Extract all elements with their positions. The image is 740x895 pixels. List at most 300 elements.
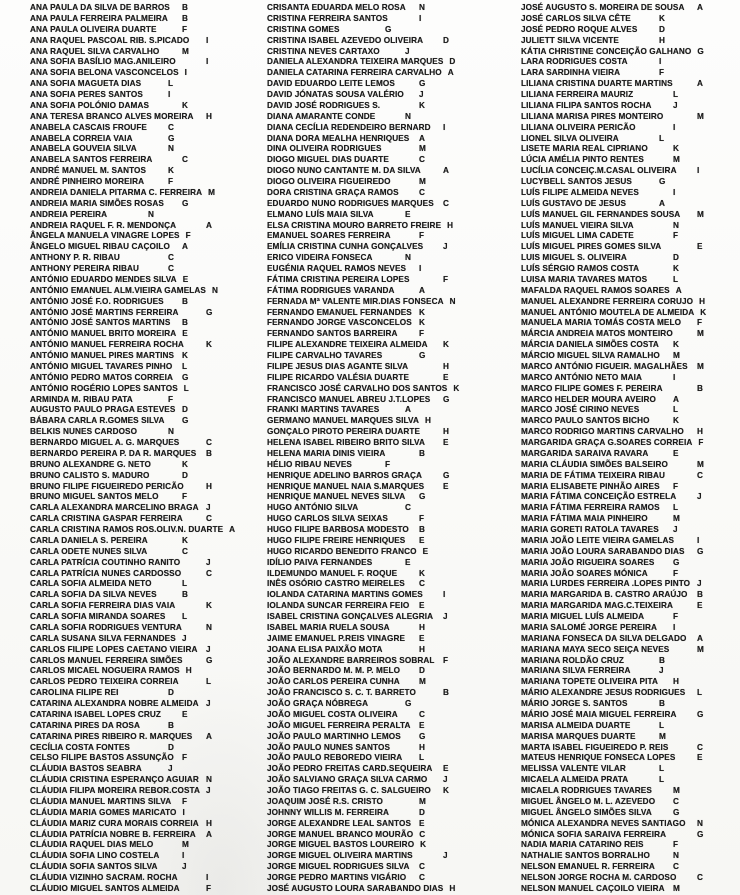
person-name: CARLA SOFIA ALMEIDA NETO [30,579,152,589]
grade-letter: N [405,253,412,263]
person-name: CARLA ALEXANDRA MARCELINO BRAGA [30,503,199,513]
grade-letter: E [422,546,429,556]
grade-letter: A [697,3,704,12]
person-name: LILIANA OLIVEIRA PERICÃO [521,122,636,132]
list-item [267,123,494,134]
grade-letter: E [182,329,188,339]
list-item [30,384,248,395]
list-item [30,155,248,166]
grade-letter: B [697,590,704,600]
person-name: LUÍS SÉRGIO RAMOS COSTA [521,264,640,273]
person-name: DIOGO NUNO CANTANTE M. DA SILVA [267,166,421,176]
person-name: ISABEL MARIA RUELA SOUSA [267,622,390,632]
list-item [30,601,248,612]
person-name: CATARINA ALEXANDRA NOBRE ALMEIDA [30,699,199,708]
person-name: MARIANA TOPETE OLIVEIRA PITA [521,677,658,687]
person-name: MARIANA SILVA FERREIRA [521,666,631,676]
grade-letter: N [673,851,680,861]
list-item [267,840,494,851]
list-item [30,101,248,112]
person-name: CLÁUDIA SOFIA SANTOS SILVA [30,862,158,872]
grade-letter: L [673,503,679,513]
grade-letter: L [183,383,189,393]
list-item [267,101,494,112]
list-item [30,862,248,873]
list-item [521,14,740,25]
list-item [267,188,494,199]
list-item [30,253,248,264]
grade-letter: E [697,753,703,763]
person-name: MARCO FILIPE GOMES F. PEREIRA [521,383,663,393]
list-item [267,57,494,68]
list-item [267,492,494,503]
grade-letter: K [659,13,666,23]
grade-letter: M [697,644,704,654]
grade-letter: J [659,666,664,676]
grade-letter: K [168,166,175,176]
grade-letter: K [206,340,213,350]
person-name: KÁTIA CHRISTINE CONCEIÇÃO GALHANO [521,46,692,56]
person-name: ANA PAULA FERREIRA PALMEIRA [30,13,168,23]
list-item [521,819,740,830]
list-item [267,590,494,601]
list-item [521,101,740,112]
list-item [30,753,248,764]
grade-letter: F [419,329,425,339]
person-name: CLÁUDIO MIGUEL SANTOS ALMEIDA [30,883,180,893]
list-item [521,36,740,47]
list-item [267,308,494,319]
person-name: JOSÉ PEDRO ROQUE ALVES [521,24,638,34]
person-name: ANTÓNIO ROGÉRIO LOPES SANTOS [30,383,178,393]
grade-letter: F [182,492,188,502]
person-name: CLÁUDIA CRISTINA ESPERANÇO AGUIAR [30,775,199,785]
list-item [30,90,248,101]
list-item [521,362,740,373]
person-name: CARLOS PEDRO TEIXEIRA CORREIA [30,677,179,687]
person-name: IDÍLIO PAIVA FERNANDES [267,557,373,567]
person-name: DIOGO OLIVEIRA FIGUEIREDO [267,177,391,186]
list-item [267,286,494,297]
person-name: HELENA MARIA DINIS VIEIRA [267,448,386,458]
grade-letter: H [447,220,454,230]
person-name: MELISSA VALENTE VILAR [521,764,626,774]
grade-letter: G [206,307,213,317]
grade-letter: I [443,122,446,132]
person-name: LUÍS GUSTAVO DE JESUS [521,198,627,208]
grade-letter: H [443,361,450,371]
person-name: MARIA ELISABETE PINHÃO AIRES [521,481,660,491]
person-name: JOÃO MIGUEL COSTA OLIVEIRA [267,709,398,719]
list-item [267,210,494,221]
list-item [267,677,494,688]
grade-letter: C [182,155,189,165]
person-name: DIANA AMARANTE CONDE [267,111,376,121]
grade-letter: E [419,818,425,828]
person-name: CARLA PATRÍCIA NUNES CARDOSSO [30,568,182,578]
grade-letter: G [206,655,213,665]
grade-letter: N [673,220,680,230]
grade-letter: D [182,405,189,415]
list-item [30,797,248,808]
grade-letter: K [420,840,427,850]
person-name: ANTÓNIO PEDRO MATOS CORREIA [30,372,173,382]
person-name: HUGO RICARDO BENEDITO FRANCO [267,546,417,556]
grade-letter: C [419,862,426,872]
grade-letter: A [697,633,704,643]
grade-letter: B [182,3,189,12]
person-name: JOANA ELISA PAIXÃO MOTA [267,644,383,654]
grade-letter: M [419,796,426,806]
list-item [521,47,740,58]
person-name: LILIANA FERREIRA MAURIZ [521,90,634,99]
list-item [30,351,248,362]
list-item [521,764,740,775]
grade-letter: E [419,601,425,611]
person-name: CATARINA PIRES RIBEIRO R. MARQUES [30,731,193,741]
list-item [267,199,494,210]
grade-letter: M [697,329,704,339]
list-item [521,514,740,525]
grade-letter: D [419,807,426,817]
person-name: LUÍS FILIPE ALMEIDA NEVES [521,187,639,197]
person-name: MÁRCIA ANDREIA MATOS MONTEIRO [521,329,673,339]
grade-letter: L [659,720,665,730]
grade-letter: F [182,796,188,806]
grade-letter: F [443,655,449,665]
person-name: MARIANA ROLDÃO CRUZ [521,655,625,665]
person-name: EUGÉNIA RAQUEL RAMOS NEVES [267,264,407,273]
name-list-column-2 [248,3,494,895]
person-name: IOLANDA CATARINA MARTINS GOMES [267,590,423,600]
person-name: BRUNO ALEXANDRE G. NETO [30,459,152,469]
list-item [267,155,494,166]
list-item [267,623,494,634]
grade-letter: M [659,731,666,741]
list-item [521,873,740,884]
grade-letter: M [697,361,704,371]
grade-letter: G [697,546,704,556]
list-item [521,25,740,36]
grade-letter: D [673,253,680,263]
list-item [30,830,248,841]
grade-letter: J [697,492,702,502]
grade-letter: B [419,525,426,534]
person-name: BERNARDO PEREIRA P. DA R. MARQUES [30,448,197,458]
list-item [30,569,248,580]
list-item [30,134,248,145]
person-name: MARIA FÁTIMA MAIA PINHEIRO [521,514,648,524]
grade-letter: I [443,590,446,600]
list-item [30,503,248,514]
person-name: ANA SOFIA PERES SANTOS [30,90,143,99]
grade-letter: H [419,644,426,654]
list-item [267,482,494,493]
grade-letter: C [405,503,412,513]
grade-letter: F [673,481,679,491]
list-item [267,634,494,645]
person-name: CRISTINA GOMES [267,24,340,34]
person-name: FÁTIMA CRISTINA PEREIRA LOPES [267,274,410,284]
list-item [521,199,740,210]
list-item [30,449,248,460]
list-item [521,482,740,493]
person-name: JOÃO MIGUEL FERREIRA PERALTA [267,720,411,730]
person-name: JOÃO BERNARDO M. M. P. MELO [267,666,401,676]
person-name: MARCO JOSÉ CIRINO NEVES [521,405,640,415]
person-name: CLÁUDIA SOFIA LINO COSTELA [30,851,160,861]
person-name: FILIPE RICARDO VALÉSIA DUARTE [267,372,410,382]
person-name: MARCO HELDER MOURA AVEIRO [521,394,657,404]
grade-letter: F [698,438,704,447]
list-item [267,297,494,308]
grade-letter: E [443,764,449,774]
person-name: MARIA SALOMÉ JORGE PEREIRA [521,622,658,632]
list-item [30,514,248,525]
list-item [521,460,740,471]
grade-letter: E [443,481,449,491]
grade-letter: L [659,764,665,774]
list-item [521,416,740,427]
list-item [30,123,248,134]
list-item [30,112,248,123]
grade-letter: N [449,296,456,306]
person-name: CLÁUDIA BASTOS SEABRA [30,764,142,774]
list-item [267,405,494,416]
list-item [521,753,740,764]
grade-letter: C [697,742,704,752]
list-item [521,286,740,297]
list-item [30,525,248,536]
list-item [521,688,740,699]
list-item [267,329,494,340]
person-name: MARIA DE FÁTIMA TEIXEIRA RIBAU [521,470,666,480]
grade-letter: L [659,775,665,785]
grade-letter: M [673,155,680,165]
list-item [521,166,740,177]
list-item [30,590,248,601]
list-item [30,188,248,199]
grade-letter: G [697,46,704,56]
person-name: BERNARDO MIGUEL A. G. MARQUES [30,438,180,447]
person-name: ISABEL CRISTINA GONÇALVES ALEGRIA [267,612,434,621]
list-item [267,862,494,873]
grade-letter: I [673,372,676,382]
grade-letter: I [673,187,676,197]
list-item [267,318,494,329]
person-name: MÁRIO JOSÉ MAIA MIGUEL FERREIRA [521,709,677,719]
person-name: CARLA DANIELA S. PEREIRA [30,535,148,545]
person-name: DANIELA CATARINA FERREIRA CARVALHO [267,68,442,78]
person-name: ANA SOFIA POLÓNIO DAMAS [30,100,150,110]
person-name: MARGARIDA SARAIVA RAVARA [521,448,649,458]
person-name: MÁRIO JORGE S. SANTOS [521,699,628,708]
person-name: JOÃO FRANCISCO S. C. T. BARRETO [267,688,416,698]
grade-letter: K [419,100,426,110]
list-item [521,449,740,460]
person-name: CARLA CRISTINA GASPAR FERREIRA [30,514,183,524]
list-item [267,3,494,14]
person-name: NADIA MARIA CATARINO REIS [521,840,644,850]
list-item [521,318,740,329]
grade-letter: E [443,372,449,382]
list-item [267,536,494,547]
list-item [267,710,494,721]
list-item [521,68,740,79]
grade-letter: I [697,535,700,545]
grade-letter: F [182,24,188,34]
person-name: MARCO ANTÓNIO NETO MAIA [521,372,643,382]
person-name: JOSÉ CARLOS SILVA CÊTE [521,13,631,23]
grade-letter: H [699,296,706,306]
list-item [30,808,248,819]
list-item [30,362,248,373]
list-item [30,743,248,754]
person-name: CLÁUDIA MARIZ CURA MORAIS CORREIA [30,818,199,828]
person-name: MARIA CLÁUDIA SIMÕES BALSEIRO [521,459,668,469]
person-name: LUIS MIGUEL S. OLIVEIRA [521,253,627,263]
grade-letter: E [697,601,703,611]
person-name: JOÃO SALVIANO GRAÇA SILVA CARMO [267,775,428,785]
person-name: MARIANA FONSECA DA SILVA DELGADO [521,633,687,643]
person-name: MARIA JOÃO LEITE VIEIRA GAMELAS [521,535,675,545]
list-item [30,677,248,688]
grade-letter: A [206,829,213,839]
grade-letter: E [419,535,425,545]
grade-letter: C [168,264,175,273]
list-item [521,645,740,656]
list-item [267,362,494,373]
list-item [521,666,740,677]
grade-letter: K [206,601,213,611]
grade-letter: J [419,90,424,99]
grade-letter: B [659,699,666,708]
list-item [30,340,248,351]
list-item [267,416,494,427]
person-name: JORGE MANUEL BRANCO MOURÃO [267,829,414,839]
person-name: CARLA SOFIA FERREIRA DIAS VAIA [30,601,176,611]
person-name: ERICO VIDEIRA FONSECA [267,253,373,263]
grade-letter: C [673,862,680,872]
grade-letter: H [659,35,666,45]
person-name: ANA TERESA BRANCO ALVES MOREIRA [30,111,194,121]
list-item [30,264,248,275]
list-item [521,536,740,547]
person-name: CRISTINA FERREIRA SANTOS [267,13,388,23]
list-item [30,221,248,232]
person-name: ANA PAULA OLIVEIRA DUARTE [30,24,157,34]
person-name: ANTÓNIO JOSÉ SANTOS MARTINS [30,318,171,328]
list-item [521,123,740,134]
person-name: LUISA MARIA TAVARES MATOS [521,274,648,284]
person-name: LARA SARDINHA VIEIRA [521,68,621,78]
person-name: CLÁUDIA MARIA GOMES MARICATO [30,807,177,817]
person-name: MANUEL ALEXANDRE FERREIRA CORUJO [521,296,694,306]
list-item [30,482,248,493]
list-item [521,840,740,851]
grade-letter: H [443,427,450,437]
grade-letter: C [206,514,213,524]
grade-letter: J [405,46,410,56]
list-item [30,579,248,590]
list-item [521,308,740,319]
list-item [521,405,740,416]
person-name: FILIPE CARVALHO TAVARES [267,351,383,360]
person-name: HUGO FILIPE BARBOSA MODESTO [267,525,409,534]
person-name: ARMINDA M. RIBAU PATA [30,394,133,404]
person-name: CARLA SOFIA DA SILVA NEVES [30,590,157,600]
person-name: ANA SOFIA MAGUETA DIAS [30,79,142,89]
grade-letter: G [405,699,412,708]
grade-letter: G [443,470,450,480]
person-name: MICAELA RODRIGUES TAVARES [521,786,652,795]
list-item [521,656,740,667]
list-item [521,395,740,406]
list-item [30,721,248,732]
list-item [267,90,494,101]
list-item [267,166,494,177]
person-name: MIGUEL ÂNGELO SIMÕES SILVA [521,807,652,817]
person-name: NATHALIE SANTOS BORRALHO [521,851,651,861]
grade-letter: I [168,90,171,99]
grade-letter: G [673,807,680,817]
grade-letter: L [697,688,703,698]
person-name: HÉLIO RIBAU NEVES [267,459,352,469]
grade-letter: K [182,459,189,469]
person-name: MARIA MARGARIDA B. CASTRO ARAÚJO [521,590,688,600]
list-item [267,14,494,25]
person-name: HUGO ANTÓNIO SILVA [267,503,359,513]
grade-letter: I [673,122,676,132]
grade-letter: G [673,557,680,567]
grade-letter: D [449,57,456,67]
grade-letter: L [673,90,679,99]
person-name: NELSON EMANUEL R. FERREIRA [521,862,655,872]
person-name: CLÁUDIA MANUEL MARTINS SILVA [30,796,172,806]
list-item [521,732,740,743]
list-item [30,775,248,786]
grade-letter: B [697,383,704,393]
person-name: LUCYBELL SANTOS JESUS [521,177,632,186]
list-item [521,743,740,754]
list-item [30,645,248,656]
list-item [521,699,740,710]
list-item [30,79,248,90]
person-name: INÊS OSÓRIO CASTRO MEIRELES [267,579,405,589]
list-item [30,297,248,308]
list-item [267,384,494,395]
list-item [30,699,248,710]
list-item [267,231,494,242]
person-name: CATARINA ISABEL LOPES CRUZ [30,709,162,719]
list-item [30,634,248,645]
person-name: MARIANA MAYA SECO SEIÇA NEVES [521,644,670,654]
person-name: HUGO FILIPE FREIRE HENRIQUES [267,535,406,545]
list-item [521,264,740,275]
person-name: DIANA CECÍLIA REDENDEIRO BERNARD [267,122,431,132]
grade-letter: N [206,775,213,785]
list-item [521,677,740,688]
grade-letter: E [182,709,188,719]
person-name: FRANCISCO JOSÉ CARVALHO DOS SANTOS [267,383,448,393]
grade-letter: G [182,416,189,426]
person-name: HELENA ISABEL RIBEIRO BRITO SILVA [267,438,425,447]
person-name: ANA SOFIA BASÍLIO MAG.ANILEIRO [30,57,176,67]
person-name: JORGE ALEXANDRE LEAL SANTOS [267,818,412,828]
list-item [267,688,494,699]
person-name: JORGE MIGUEL OLIVEIRA MARTINS [267,851,413,861]
grade-letter: H [425,416,432,426]
